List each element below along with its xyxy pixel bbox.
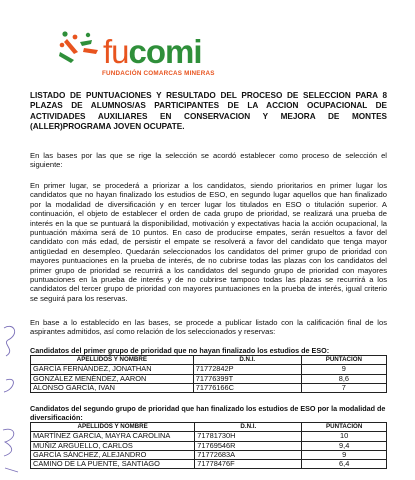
- handwritten-margin-scribble: [0, 320, 30, 480]
- cell-name: MARTÍNEZ GARCIA, MAYRA CAROLINA: [31, 432, 195, 441]
- cell-score: 9,4: [302, 441, 387, 450]
- header-dni: D.N.I.: [193, 356, 301, 365]
- cell-name: GARCÍA FERNÁNDEZ, JONATHAN: [31, 365, 194, 374]
- header-score: PUNTACIÓN: [301, 356, 386, 365]
- cell-name: CAMINO DE LA PUENTE, SANTIAGO: [31, 460, 195, 469]
- document-title: LISTADO DE PUNTUACIONES Y RESULTADO DEL PROCESO DE SELECCION PARA 8 PLAZAS DE ALUMNOS/AS PARTICIPANTES DE LA ACCION OCUPACIONAL DE ACTIVIDADES AUXILIARES EN CONSERVACION Y MEJORA DE MONTES (ALLER)PROGRAMA JOVEN OCUPATE.: [30, 91, 387, 132]
- people-logo-icon: [58, 30, 104, 64]
- cell-name: MUÑIZ ARGÜELLO, CARLOS: [31, 441, 195, 450]
- intro-paragraph: En las bases por las que se rige la selección se acordó establecer como proceso de selección el siguiente:: [30, 151, 387, 170]
- logo-subtitle: FUNDACIÓN COMARCAS MINERAS: [102, 70, 215, 77]
- table-row: [31, 365, 387, 374]
- table-row: [31, 460, 387, 469]
- cell-score: 8,6: [301, 374, 386, 383]
- group1-table: [30, 355, 387, 393]
- cell-name: GONZÁLEZ MENÉNDEZ, AARON: [31, 374, 194, 383]
- header-name: APELLIDOS Y NOMBRE: [31, 423, 195, 432]
- group1-title: Candidatos del primer grupo de prioridad que no hayan finalizado los estudios de ESO:: [30, 346, 330, 355]
- logo-word-comi: comi: [128, 33, 202, 70]
- cell-name: GARCÍA SÁNCHEZ, ALEJANDRO: [31, 450, 195, 459]
- cell-name: ALONSO GARCÍA, IVAN: [31, 383, 194, 392]
- cell-score: 7: [301, 383, 386, 392]
- cell-score: 6,4: [302, 460, 387, 469]
- publication-paragraph: En base a lo establecido en las bases, se procede a publicar listado con la calificación final de los aspirantes admitidos, así como relación de los seleccionados y reservas:: [30, 318, 387, 337]
- procedure-paragraph: En primer lugar, se procederá a priorizar a los candidatos, siendo prioritarios en primer lugar los candidatos que no hayan finalizado los estudios de ESO, en segundo lugar aquellos que han finalizado por la modalidad de diversificación y en tercer lugar los titulados en ESO o titulación superior. A continuación, el objeto de establecer el orden de cada grupo de prioridad, se realizará una prueba de interés en la que se puntuará la disponibilidad, motivación y expectativas hacia la acción ocupacional, la puntuación máxima será de 10 puntos. En caso de producirse empates, serán resueltos a favor del candidato con más edad, de persistir el empate se resolverá a favor del candidato que tenga mayor antigüedad en desempleo. Quedarán seleccionados los candidatos del primer grupo de prioridad con mayores puntuaciones en la prueba de interés, de no cubrirse todas las plazas con los candidatos del primer grupo de prioridad se recurrirá a los candidatos del segundo grupo de prioridad con mayores puntuaciones en la prueba de interés y de no cubrirse tampoco todas las plazas se recurrirá a los candidatos del tercer grupo de prioridad con mayores puntuaciones en la prueba de interés, igual criterio se seguirá para los reservas.: [30, 181, 387, 303]
- cell-dni: 71781730H: [195, 432, 302, 441]
- cell-dni: 71769546R: [195, 441, 302, 450]
- cell-score: 9: [302, 450, 387, 459]
- header-dni: D.N.I.: [195, 423, 302, 432]
- logo-wordmark: [103, 34, 202, 70]
- logo-word-fu: fu: [103, 33, 129, 70]
- table-row: [31, 441, 387, 450]
- cell-score: 10: [302, 432, 387, 441]
- header-name: APELLIDOS Y NOMBRE: [31, 356, 194, 365]
- header-score: PUNTACIÓN: [302, 423, 387, 432]
- cell-dni: 71776399T: [193, 374, 301, 383]
- table-row: [31, 374, 387, 383]
- fucomi-logo: [58, 30, 238, 78]
- cell-dni: 71776166C: [193, 383, 301, 392]
- cell-dni: 71772842P: [193, 365, 301, 374]
- cell-dni: 71772683A: [195, 450, 302, 459]
- table-row: [31, 383, 387, 392]
- group2-table: [30, 422, 387, 469]
- group2-title: Candidatos del segundo grupo de prioridad que han finalizado los estudios de ESO por la modalidad de diversificación:: [30, 404, 386, 422]
- cell-dni: 71778476F: [195, 460, 302, 469]
- cell-score: 9: [301, 365, 386, 374]
- table-row: [31, 432, 387, 441]
